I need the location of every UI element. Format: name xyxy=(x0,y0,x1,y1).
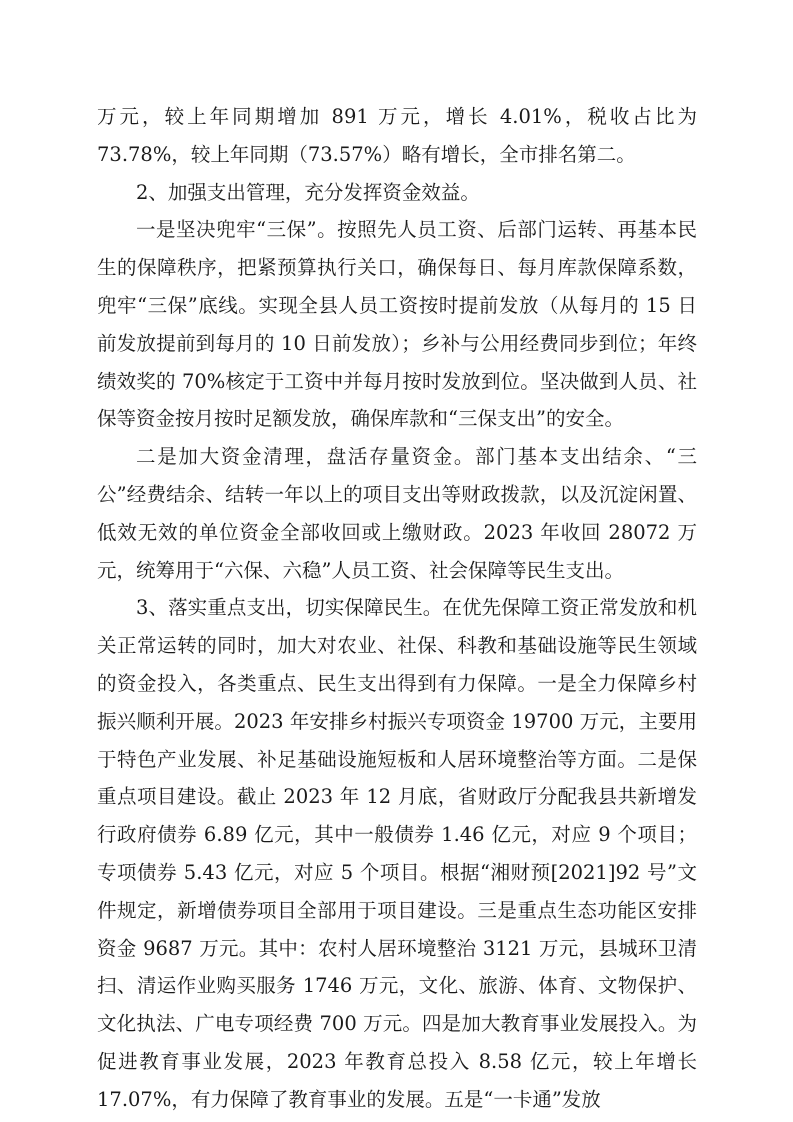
paragraph-revenue-continuation: 万元，较上年同期增加 891 万元，增长 4.01%，税收占比为 73.78%，较上年同期（73.57%）略有增长，全市排名第二。 xyxy=(97,105,697,166)
section-heading-expenditure-management: 2、加强支出管理，充分发挥资金效益。 xyxy=(136,180,480,204)
paragraph-key-expenditure: 3、落实重点支出，切实保障民生。在优先保障工资正常发放和机关正常运转的同时，加大对农业、社保、科教和基础设施等民生领域的资金投入，各类重点、民生支出得到有力保障。一是全力保障乡村振兴顺利开展。2023 年安排乡村振兴专项资金 19700 万元，主要用于特色产业发展、补足基础设施短板和人居环境整治等方面。二是保重点项目建设。截止 2023 年 12 月底，省财政厅分配我县共新增发行政府债券 6.89 亿元，其中一般债券 1.46 亿元，对应 9 个项目；专项债券 5.43 亿元，对应 5 个项目。根据“湘财预[2021]92 号”文件规定，新增债券项目全部用于项目建设。三是重点生态功能区安排资金 9687 万元。其中：农村人居环境整治 3121 万元，县城环卫清扫、清运作业购买服务 1746 万元，文化、旅游、体育、文物保护、文化执法、广电专项经费 700 万元。四是加大教育事业发展投入。为促进教育事业发展，2023 年教育总投入 8.58 亿元，较上年增长 17.07%，有力保障了教育事业的发展。五是“一卡通”发放 xyxy=(97,596,697,1111)
paragraph-three-guarantees: 一是坚决兜牢“三保”。按照先人员工资、后部门运转、再基本民生的保障秩序，把紧预算执行关口，确保每日、每月库款保障系数，兜牢“三保”底线。实现全县人员工资按时提前发放（从每月的 15 日前发放提前到每月的 10 日前发放）；乡补与公用经费同步到位；年终绩效奖的 70%核定于工资中并每月按时发放到位。坚决做到人员、社保等资金按月按时足额发放，确保库款和“三保支出”的安全。 xyxy=(97,218,697,431)
paragraph-fund-clearance: 二是加大资金清理，盘活存量资金。部门基本支出结余、“三公”经费结余、结转一年以上的项目支出等财政拨款，以及沉淀闲置、低效无效的单位资金全部收回或上缴财政。2023 年收回 28072 万元，统筹用于“六保、六稳”人员工资、社会保障等民生支出。 xyxy=(97,445,697,582)
document-body xyxy=(97,98,697,1119)
